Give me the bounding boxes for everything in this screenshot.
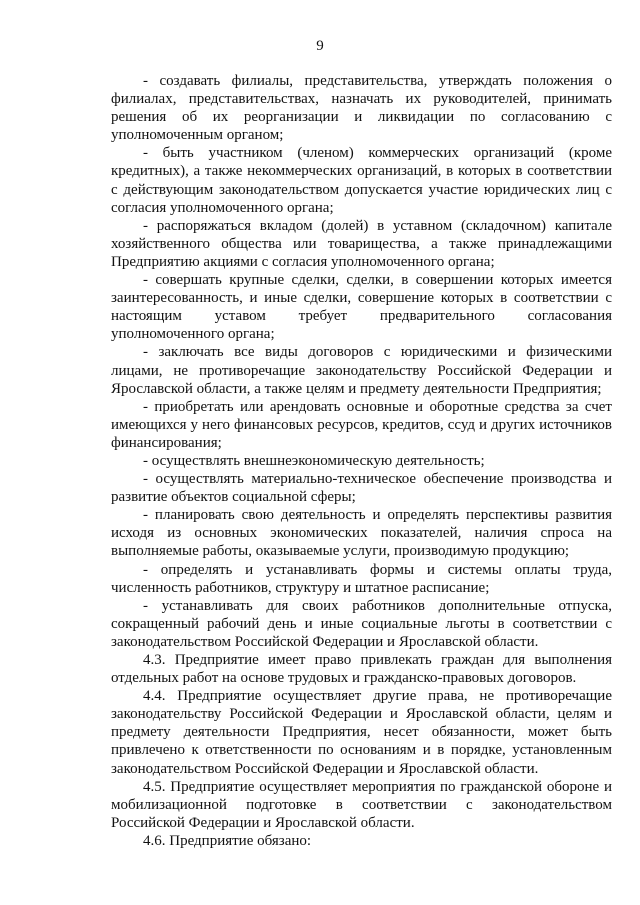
paragraph: 4.4. Предприятие осуществляет другие права, не противоречащие законодательству Российской Федерации и Ярославской области, целям и предмету деятельности Предприятия, несет обязанности, может быть привлечено к ответственности по основаниям и в порядке, установленным законодательством Российской Федерации и Ярославской области. bbox=[111, 688, 612, 777]
document-body bbox=[111, 72, 612, 850]
paragraph: - быть участником (членом) коммерческих организаций (кроме кредитных), а также некоммерческих организаций, в которых в соответствии с действующим законодательством допускается участие юридических лиц с согласия уполномоченного органа; bbox=[111, 145, 612, 216]
paragraph: - устанавливать для своих работников дополнительные отпуска, сокращенный рабочий день и иные социальные льготы в соответствии с законодательством Российской Федерации и Ярославской области. bbox=[111, 597, 612, 650]
paragraph: - определять и устанавливать формы и системы оплаты труда, численность работников, структуру и штатное расписание; bbox=[111, 561, 612, 596]
paragraph: - распоряжаться вкладом (долей) в уставном (складочном) капитале хозяйственного общества или товарищества, а также принадлежащими Предприятию акциями с согласия уполномоченного органа; bbox=[111, 217, 612, 270]
paragraph: - осуществлять внешнеэкономическую деятельность; bbox=[143, 452, 485, 469]
paragraph: 4.5. Предприятие осуществляет мероприятия по гражданской обороне и мобилизационной подготовке в соответствии с законодательством Российской Федерации и Ярославской области. bbox=[111, 778, 612, 831]
paragraph: - приобретать или арендовать основные и оборотные средства за счет имеющихся у него финансовых ресурсов, кредитов, ссуд и других источников финансирования; bbox=[111, 398, 612, 451]
paragraph: - планировать свою деятельность и определять перспективы развития исходя из основных экономических показателей, наличия спроса на выполняемые работы, оказываемые услуги, производимую продукцию; bbox=[111, 507, 612, 560]
paragraph: - осуществлять материально-техническое обеспечение производства и развитие объектов социальной сферы; bbox=[111, 471, 612, 506]
paragraph: - совершать крупные сделки, сделки, в совершении которых имеется заинтересованность, и иные сделки, совершение которых в соответствии с настоящим уставом требует предварительного согласования уполномоченного органа; bbox=[111, 272, 612, 343]
paragraph: - заключать все виды договоров с юридическими и физическими лицами, не противоречащие законодательству Российской Федерации и Ярославской области, а также целям и предмету деятельности Предприятия; bbox=[111, 344, 612, 397]
page-number: 9 bbox=[316, 38, 324, 54]
paragraph: - создавать филиалы, представительства, утверждать положения о филиалах, представительствах, назначать их руководителей, принимать решения об их реорганизации и ликвидации по согласованию с уполномоченным органом; bbox=[111, 73, 612, 144]
paragraph: 4.3. Предприятие имеет право привлекать граждан для выполнения отдельных работ на основе трудовых и гражданско-правовых договоров. bbox=[111, 652, 612, 687]
paragraph: 4.6. Предприятие обязано: bbox=[143, 832, 312, 849]
